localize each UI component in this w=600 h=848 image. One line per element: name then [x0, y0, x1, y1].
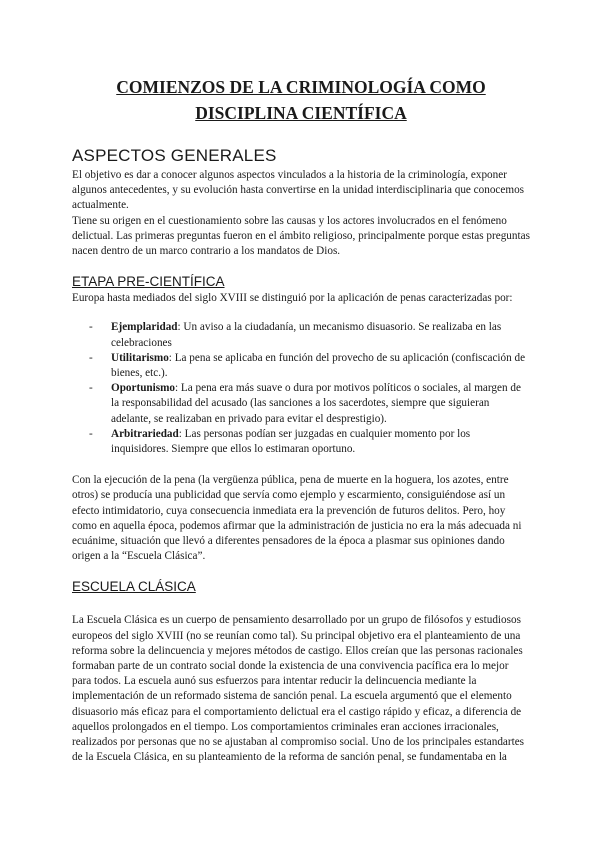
list-dash: - [89, 427, 93, 440]
aspectos-paragraph-1: El objetivo es dar a conocer algunos aspectos vinculados a la historia de la criminología, exponer algunos antecedentes, y su evolución hasta convertirse en la unidad interdisciplinaria que conocemos actualmente. [72, 169, 525, 212]
etapa-heading: ETAPA PRE-CIENTÍFICA [72, 274, 225, 290]
aspectos-heading: ASPECTOS GENERALES [72, 146, 277, 165]
etapa-closing-paragraph: Con la ejecución de la pena (la vergüenza pública, pena de muerte en la hoguera, los azotes, entre otros) se producía una publicidad que servía como ejemplo y escarmiento, consiguiéndose así un efecto intimidatorio, cuya consecuencia inmediata era la prevención de futuros delitos. Pero, hoy como en aquella época, podemos afirmar que la administración de justicia no era la más adecuada ni ecuánime, situación que llevó a diferentes pensadores de la época a plasmar sus opiniones dando origen a la “Escuela Clásica”. [72, 474, 522, 563]
etapa-intro: Europa hasta mediados del siglo XVIII se distinguió por la aplicación de penas caracterizadas por: [72, 292, 513, 305]
title-line-1: COMIENZOS DE LA CRIMINOLOGÍA COMO [116, 77, 486, 97]
list-item-term: Oportunismo [111, 382, 176, 395]
escuela-heading: ESCUELA CLÁSICA [72, 579, 196, 595]
list-item-text: : La pena era más suave o dura por motivos políticos o sociales, al margen de la responsabilidad del acusado (las sanciones a los sacerdotes, siempre que siguieran adelante, se realizaban en privado para evitar el desprestigio). [111, 382, 521, 425]
list-item-term: Arbitrariedad [111, 427, 179, 440]
penas-list [72, 320, 530, 457]
section-escuela-clasica [72, 578, 530, 765]
list-item-text: : Las personas podían ser juzgadas en cualquier momento por los inquisidores. Siempre que ellos lo estimaran oportuno. [111, 427, 471, 456]
aspectos-paragraph-2: Tiene su origen en el cuestionamiento sobre las causas y los actores involucrados en el fenómeno delictual. Las primeras preguntas fueron en el ámbito religioso, principalmente porque estas preguntas nacen dentro de un marco contrario a los mandatos de Dios. [72, 214, 530, 258]
section-etapa-pre-cientifica [72, 273, 530, 564]
title-line-2: DISCIPLINA CIENTÍFICA [195, 103, 407, 123]
list-dash: - [89, 351, 93, 364]
list-dash: - [89, 321, 93, 334]
list-item [89, 351, 530, 381]
list-dash: - [89, 382, 93, 395]
list-item-text: : Un aviso a la ciudadanía, un mecanismo disuasorio. Se realizaba en las celebraciones [111, 321, 502, 349]
escuela-paragraph-1: La Escuela Clásica es un cuerpo de pensamiento desarrollado por un grupo de filósofos y estudiosos europeos del siglo XVIII (no se reunían como tal). Su principal objetivo era el planteamiento de una reforma sobre la delincuencia y mejores métodos de castigo. Ellos creían que las personas racionales formaban parte de un contrato social donde la existencia de una convivencia pacífica era lo mejor para todos. La escuela aunó sus esfuerzos para intentar reducir la delincuencia mediante la implementación de un reformado sistema de sanción penal. La escuela argumentó que el elemento disuasorio más eficaz para el comportamiento delictual era el castigo rápido y eficaz, a diferencia de aquellos prolongados en el tiempo. Los comportamientos criminales eran acciones irracionales, realizados por personas que no se ajustaban al compromiso social. Uno de los principales estandartes de la Escuela Clásica, en su planteamiento de la reforma de sanción penal, se fundamentaba en la [72, 614, 525, 764]
list-item-text: : La pena se aplicaba en función del provecho de su aplicación (confiscación de bienes, etc.). [111, 351, 526, 380]
list-item-term: Ejemplaridad [111, 321, 178, 334]
document-title [72, 0, 530, 126]
list-item [89, 381, 530, 427]
section-aspectos-generales [72, 146, 530, 259]
list-item [89, 320, 530, 350]
list-item [89, 427, 530, 457]
list-item-term: Utilitarismo [111, 351, 169, 364]
